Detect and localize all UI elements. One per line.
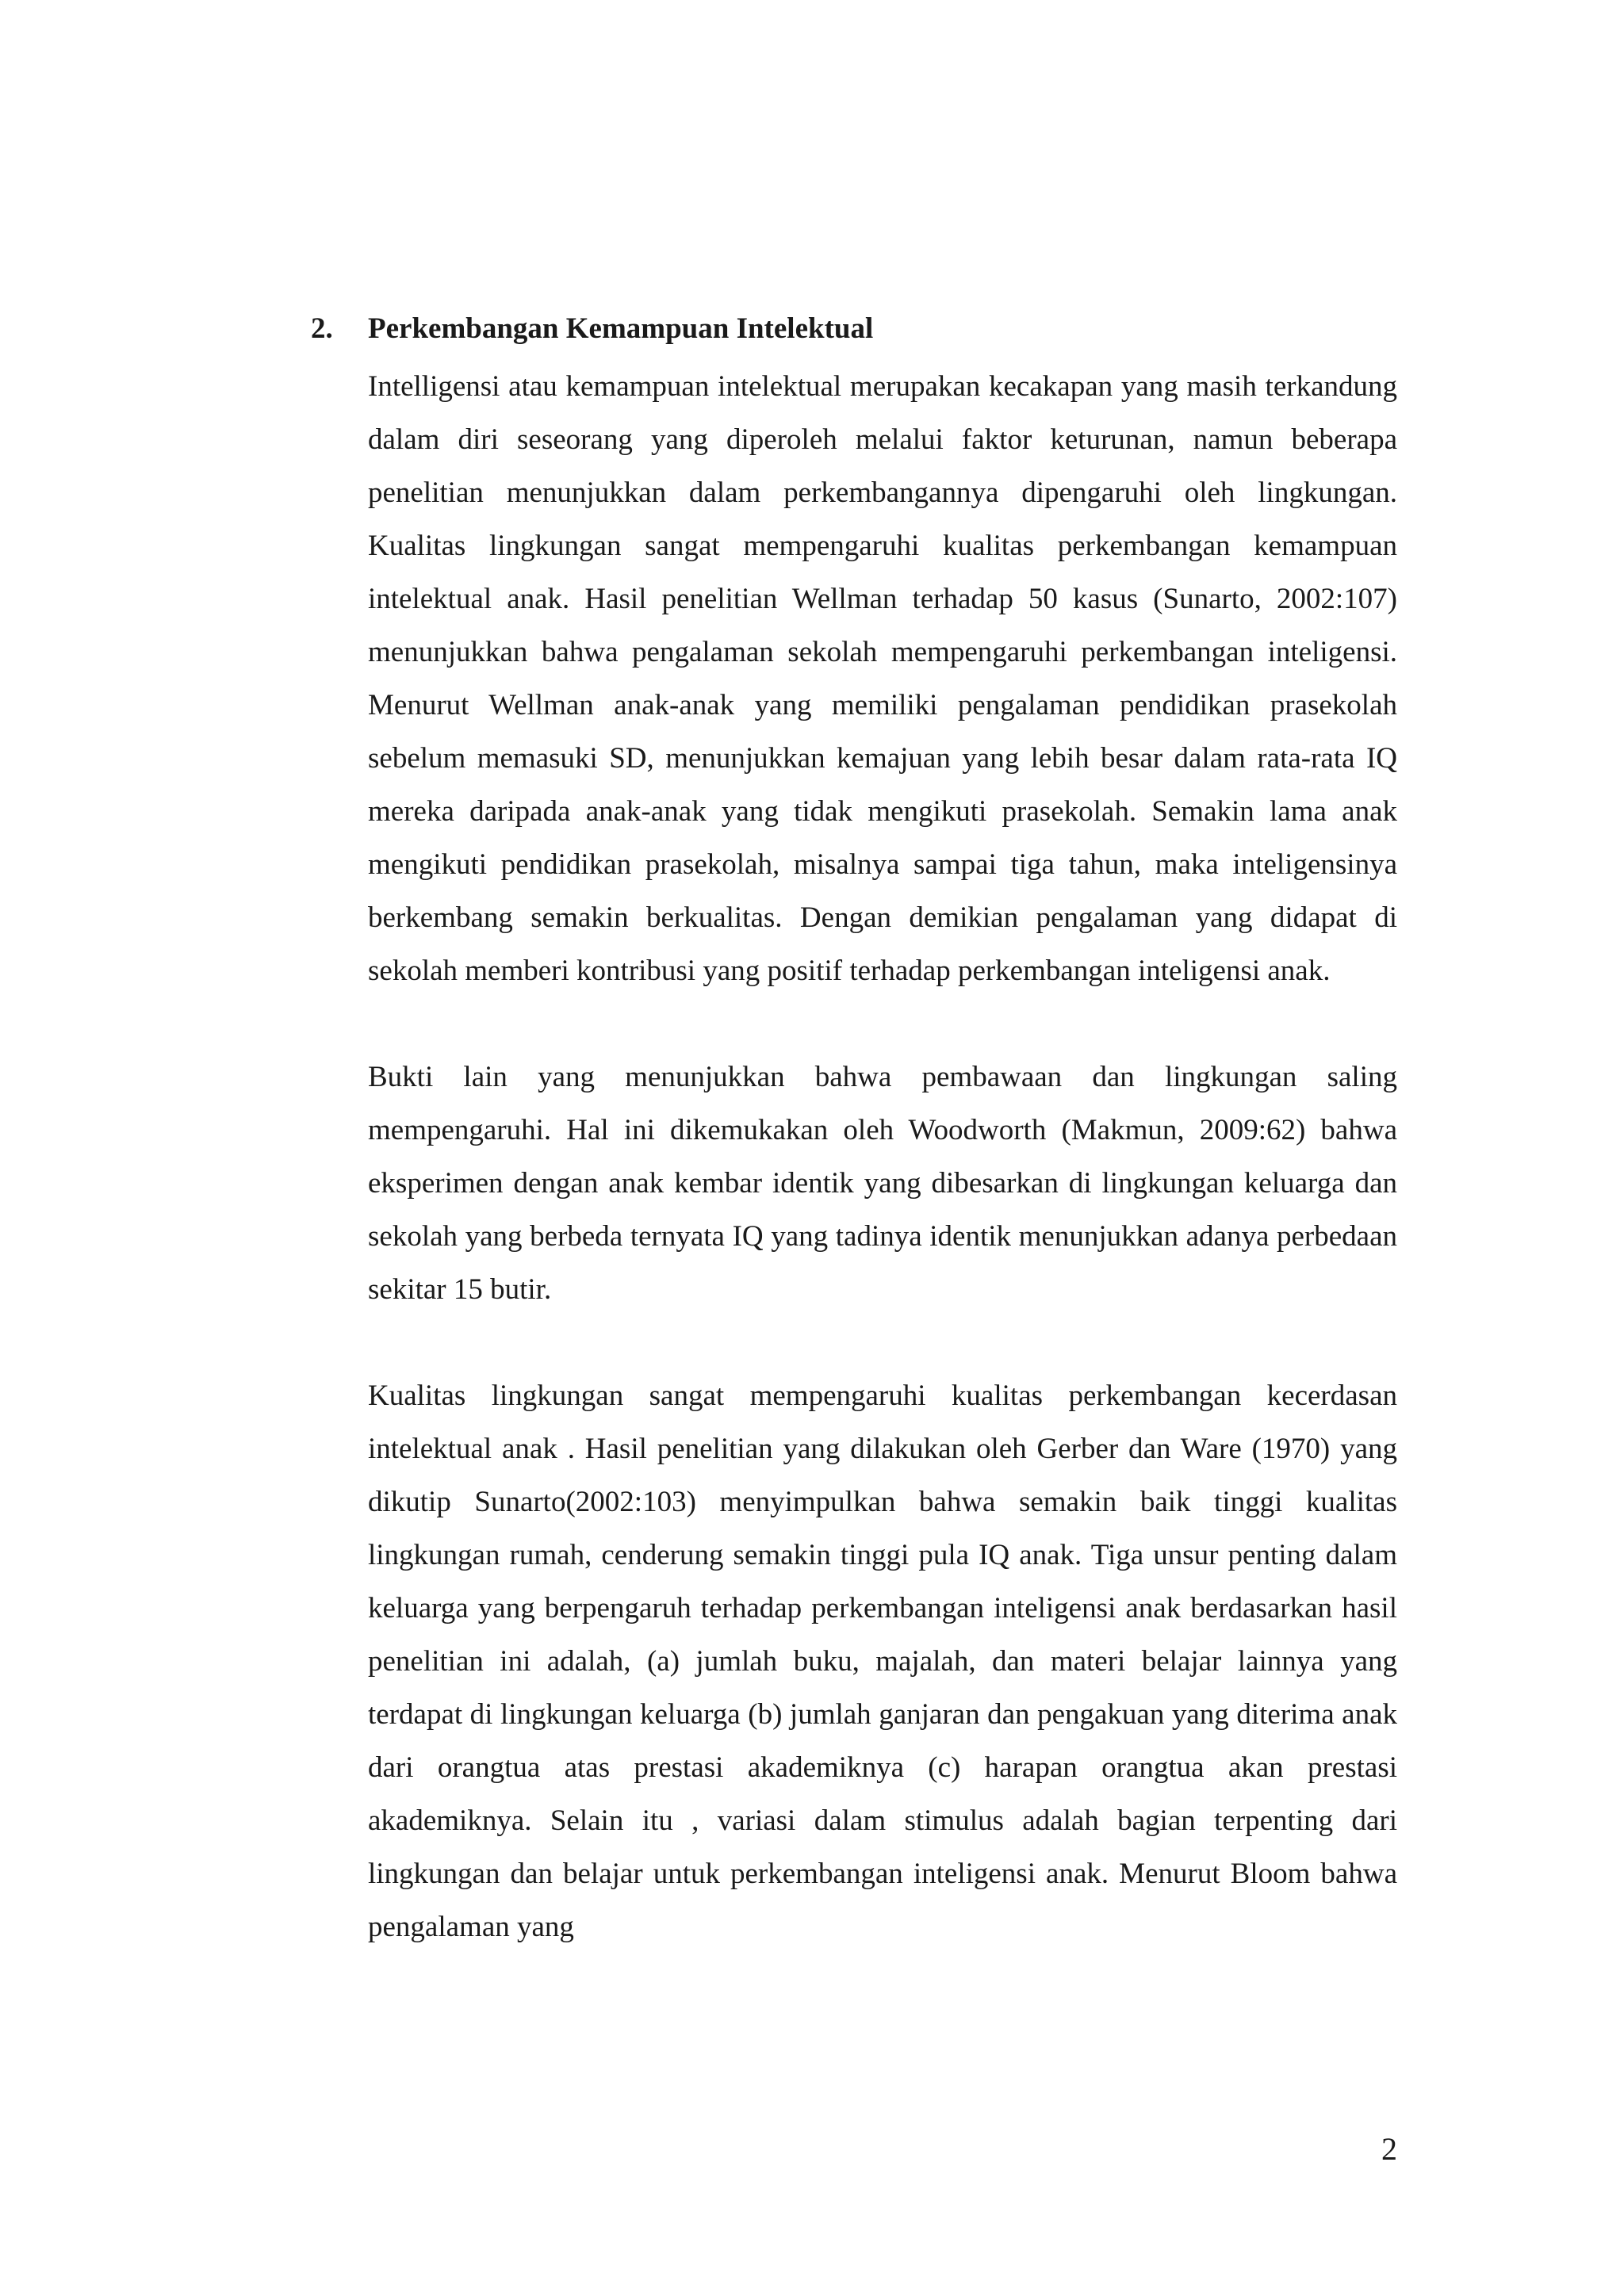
section-title: Perkembangan Kemampuan Intelektual bbox=[368, 312, 874, 345]
section-body bbox=[368, 360, 1397, 2007]
page-number: 2 bbox=[1381, 2131, 1397, 2167]
paragraph-intelligence-definition: Intelligensi atau kemampuan intelektual merupakan kecakapan yang masih terkandung dalam diri seseorang yang diperoleh melalui faktor keturunan, namun beberapa penelitian menunjukkan dalam perkembangannya dipengaruhi oleh lingkungan. Kualitas lingkungan sangat mempengaruhi kualitas perkembangan kemampuan intelektual anak. Hasil penelitian Wellman terhadap 50 kasus (Sunarto, 2002:107) menunjukkan bahwa pengalaman sekolah mempengaruhi perkembangan inteligensi. Menurut Wellman anak-anak yang memiliki pengalaman pendidikan prasekolah sebelum memasuki SD, menunjukkan kemajuan yang lebih besar dalam rata-rata IQ mereka daripada anak-anak yang tidak mengikuti prasekolah. Semakin lama anak mengikuti pendidikan prasekolah, misalnya sampai tiga tahun, maka inteligensinya berkembang semakin berkualitas. Dengan demikian pengalaman yang didapat di sekolah memberi kontribusi yang positif terhadap perkembangan inteligensi anak. bbox=[368, 370, 1397, 987]
section-heading bbox=[311, 309, 1405, 349]
section-number: 2. bbox=[311, 312, 333, 345]
paragraph-twin-experiment: Bukti lain yang menunjukkan bahwa pembawaan dan lingkungan saling mempengaruhi. Hal ini dikemukakan oleh Woodworth (Makmun, 2009:62) bahwa eksperimen dengan anak kembar identik yang dibesarkan di lingkungan keluarga dan sekolah yang berbeda ternyata IQ yang tadinya identik menunjukkan adanya perbedaan sekitar 15 butir. bbox=[368, 1061, 1397, 1306]
paragraph-home-environment: Kualitas lingkungan sangat mempengaruhi kualitas perkembangan kecerdasan intelektual anak . Hasil penelitian yang dilakukan oleh Gerber dan Ware (1970) yang dikutip Sunarto(2002:103) menyimpulkan bahwa semakin baik tinggi kualitas lingkungan rumah, cenderung semakin tinggi pula IQ anak. Tiga unsur penting dalam keluarga yang berpengaruh terhadap perkembangan inteligensi anak berdasarkan hasil penelitian ini adalah, (a) jumlah buku, majalah, dan materi belajar lainnya yang terdapat di lingkungan keluarga (b) jumlah ganjaran dan pengakuan yang diterima anak dari orangtua atas prestasi akademiknya (c) harapan orangtua akan prestasi akademiknya. Selain itu , variasi dalam stimulus adalah bagian terpenting dari lingkungan dan belajar untuk perkembangan inteligensi anak. Menurut Bloom bahwa pengalaman yang bbox=[368, 1380, 1397, 1943]
